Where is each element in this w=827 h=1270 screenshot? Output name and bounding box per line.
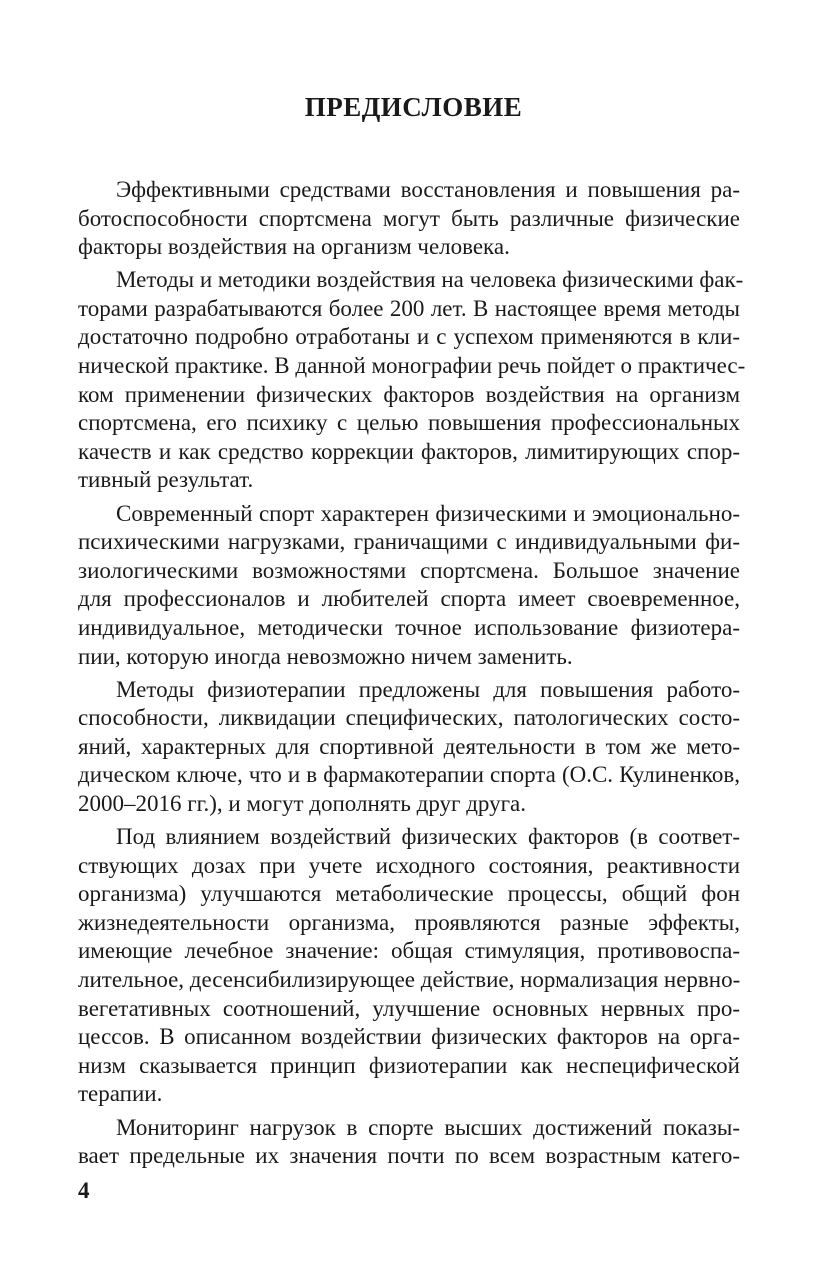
text-line: Под влиянием воздействий физических факторов (в соответ- <box>116 824 740 850</box>
paragraph-2 <box>78 266 746 495</box>
text-line: яний, характерных для спортивной деятельности в том же мето- <box>78 733 740 759</box>
text-line: способности, ликвидации специфических, патологических состо- <box>78 705 740 731</box>
text-line: ствующих дозах при учете исходного состояния, реактивности <box>78 852 740 878</box>
text-line: Методы и методики воздействия на человека физическими фак- <box>116 267 744 293</box>
paragraph-6 <box>78 1114 740 1171</box>
text-line: лительное, десенсибилизирующее действие, нормализация нервно- <box>78 967 741 993</box>
text-line: Современный спорт характерен физическими и эмоционально- <box>116 500 740 526</box>
text-line: ком применении физических факторов воздействия на организм <box>78 381 740 407</box>
text-line: достаточно подробно отработаны и с успехом применяются в кли- <box>78 324 740 350</box>
page-number: 4 <box>78 1178 90 1203</box>
text-line: Методы физиотерапии предложены для повышения работо- <box>116 676 740 702</box>
text-line: психическими нагрузками, граничащими с индивидуальными фи- <box>78 529 740 555</box>
text-line: торами разрабатываются более 200 лет. В настоящее время методы <box>78 295 740 321</box>
text-line: пии, которую иногда невозможно ничем заменить. <box>78 643 573 669</box>
text-line: 2000–2016 гг.), и могут дополнять друг друга. <box>78 790 527 816</box>
text-line: тивный результат. <box>78 467 254 493</box>
text-line: зиологическими возможностями спортсмена. Большое значение <box>78 557 740 583</box>
text-line: дическом ключе, что и в фармакотерапии спорта (О.С. Кулиненков, <box>78 762 740 788</box>
text-line: ботоспособности спортсмена могут быть различные физические <box>78 205 740 231</box>
paragraph-1 <box>78 176 740 262</box>
text-line: жизнедеятельности организма, проявляются разные эффекты, <box>78 909 740 935</box>
text-line: вает предельные их значения почти по всем возрастным катего- <box>78 1143 740 1169</box>
text-line: Мониторинг нагрузок в спорте высших достижений показы- <box>116 1114 740 1140</box>
paragraph-4 <box>78 676 740 819</box>
text-line: организма) улучшаются метаболические процессы, общий фон <box>78 881 740 907</box>
text-line: цессов. В описанном воздействии физических факторов на орга- <box>78 1024 740 1050</box>
text-line: факторы воздействия на организм человека. <box>78 234 510 260</box>
page-title: ПРЕДИСЛОВИЕ <box>304 92 523 122</box>
text-line: качеств и как средство коррекции факторов, лимитирующих спор- <box>78 438 740 464</box>
text-line: индивидуальное, методически точное использование физиотера- <box>78 614 740 640</box>
text-line: спортсмена, его психику с целью повышения профессиональных <box>78 410 740 436</box>
paragraph-5 <box>78 823 740 1109</box>
text-line: нической практике. В данной монографии речь пойдет о практичес- <box>78 353 746 379</box>
paragraph-3 <box>78 500 740 672</box>
text-line: для профессионалов и любителей спорта имеет своевременное, <box>78 586 740 612</box>
body-text <box>78 176 746 1175</box>
text-line: имеющие лечебное значение: общая стимуляция, противовоспа- <box>78 938 740 964</box>
text-line: Эффективными средствами восстановления и повышения ра- <box>116 177 740 202</box>
text-line: вегетативных соотношений, улучшение основных нервных про- <box>78 995 740 1021</box>
text-line: низм сказывается принцип физиотерапии как неспецифической <box>78 1052 740 1078</box>
text-line: терапии. <box>78 1081 163 1107</box>
